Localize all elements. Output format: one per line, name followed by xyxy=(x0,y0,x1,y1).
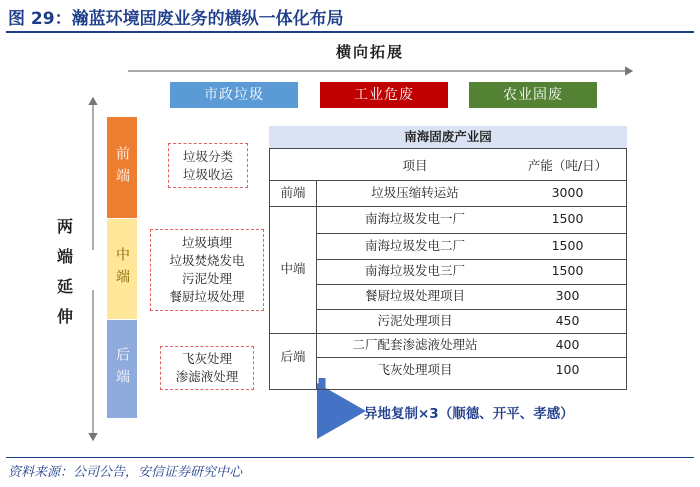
horizontal-expansion-label: 横向拓展 xyxy=(335,43,404,61)
back-activities-box xyxy=(160,346,254,390)
activity-item: 飞灰处理 xyxy=(181,351,232,366)
table-row-capacity: 3000 xyxy=(551,185,584,200)
table-divider xyxy=(269,180,627,181)
source-note: 资料来源：公司公告，安信证券研究中心 xyxy=(8,465,243,480)
replication-note: 异地复制×3（顺德、开平、孝感） xyxy=(364,406,574,422)
park-table-title: 南海固废产业园 xyxy=(269,126,627,148)
activity-item: 垃圾收运 xyxy=(182,166,233,182)
middle-activities-box xyxy=(150,229,264,311)
table-stage-back: 后端 xyxy=(280,349,306,364)
table-divider xyxy=(316,233,627,234)
stage-front: 前端 xyxy=(107,117,137,218)
table-row-capacity: 100 xyxy=(555,362,580,377)
category-agricultural-waste: 农业固废 xyxy=(469,82,597,108)
table-row-capacity: 450 xyxy=(555,313,580,328)
source-divider xyxy=(6,457,694,458)
table-row-capacity: 300 xyxy=(555,288,580,303)
column-header-project: 项目 xyxy=(402,158,428,173)
front-activities-box xyxy=(168,143,248,188)
table-divider xyxy=(269,206,627,207)
table-stage-front: 前端 xyxy=(280,185,306,200)
activity-item: 餐厨垃圾处理 xyxy=(169,289,245,304)
table-row-capacity: 400 xyxy=(555,337,580,352)
table-row-project: 南海垃圾发电一厂 xyxy=(364,211,465,226)
activity-item: 污泥处理 xyxy=(181,271,232,286)
table-row-project: 南海垃圾发电二厂 xyxy=(364,238,465,253)
category-municipal-waste: 市政垃圾 xyxy=(170,82,298,108)
table-row-project: 餐厨垃圾处理项目 xyxy=(364,288,465,303)
table-divider xyxy=(316,357,627,358)
table-column-divider xyxy=(316,180,317,390)
activity-item: 垃圾分类 xyxy=(182,148,233,164)
stage-middle: 中端 xyxy=(107,219,137,319)
figure-title: 图 29：瀚蓝环境固废业务的横纵一体化布局 xyxy=(8,9,344,29)
activity-item: 垃圾填埋 xyxy=(181,235,232,250)
table-row-project: 垃圾压缩转运站 xyxy=(371,185,459,200)
table-divider xyxy=(269,148,627,149)
table-row-project: 飞灰处理项目 xyxy=(377,362,453,377)
table-row-capacity: 1500 xyxy=(551,238,584,253)
table-row-project: 二厂配套渗滤液处理站 xyxy=(352,337,478,352)
column-header-capacity: 产能（吨/日） xyxy=(527,158,608,173)
replication-arrow xyxy=(322,378,352,411)
activity-item: 垃圾焚烧发电 xyxy=(169,253,245,268)
category-industrial-hazardous: 工业危废 xyxy=(320,82,448,108)
table-row-project: 污泥处理项目 xyxy=(377,313,453,328)
vertical-extension-label: 两端延伸 xyxy=(56,217,73,326)
table-row-capacity: 1500 xyxy=(551,263,584,278)
table-row-capacity: 1500 xyxy=(551,211,584,226)
table-row-project: 南海垃圾发电三厂 xyxy=(364,263,465,278)
stage-back: 后端 xyxy=(107,320,137,418)
activity-item: 渗滤液处理 xyxy=(175,369,239,384)
table-stage-middle: 中端 xyxy=(280,261,306,276)
